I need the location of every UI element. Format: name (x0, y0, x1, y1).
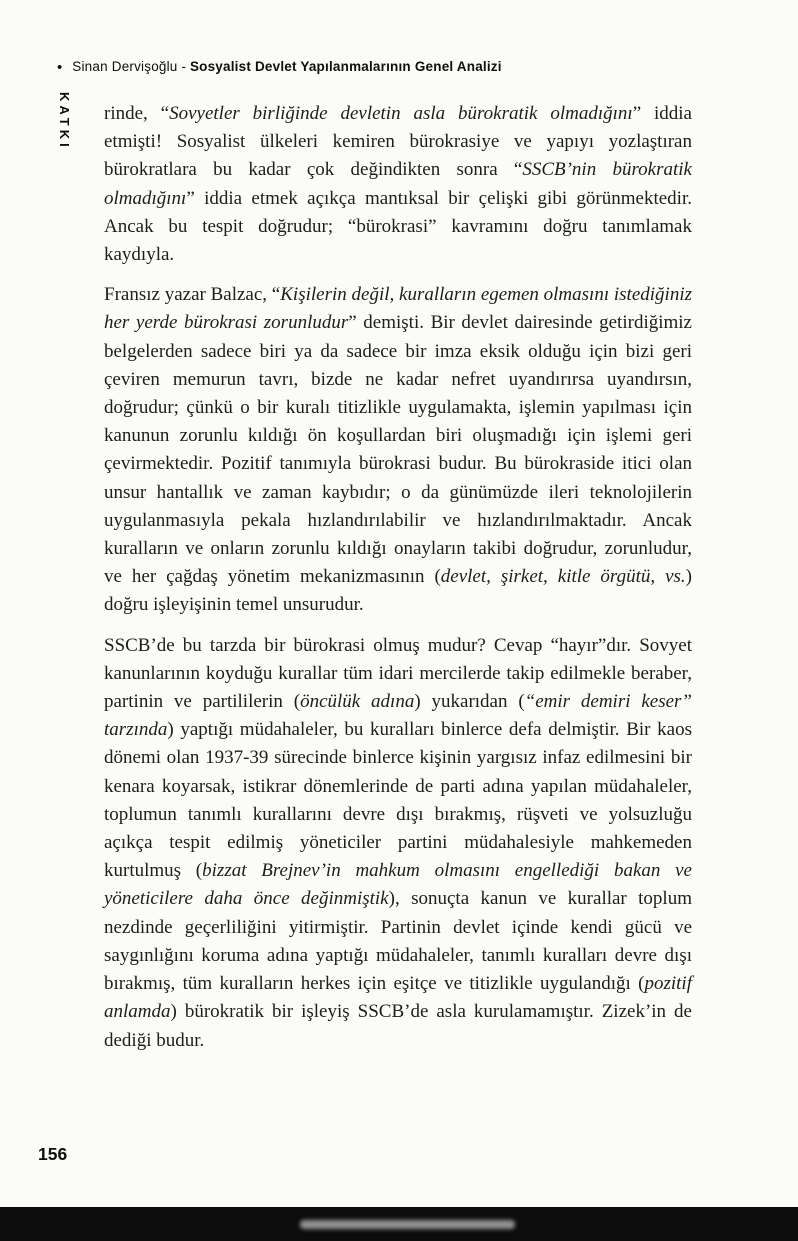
paragraph (104, 632, 692, 1055)
text-run: rinde, “ (104, 103, 170, 124)
text-run: ” iddia etmişti! Sosyalist ülkeleri kemiren bürokrasiye ve yapıyı yozlaştıran bürokratlara bu kadar çok değindikten sonra “ (104, 103, 692, 181)
text-run: Fransız yazar Balzac, “ (104, 284, 281, 306)
text-run: SSCB’de bu tarzda bir bürokrasi olmuş mudur? Cevap “hayır”dır. Sovyet kanunlarının koyduğu kurallar tüm idari mercilerde takip edilmekle beraber, partinin ve partililerin ( (104, 634, 692, 713)
text-run-italic: devlet, şirket, kitle örgütü, vs. (440, 566, 686, 588)
header-title: Sosyalist Devlet Yapılanmalarının Genel Analizi (189, 59, 502, 74)
text-run-italic: Kişilerin değil, kuralların egemen olmasını istediğiniz her yerde bürokrasi zorunludur (104, 284, 692, 334)
text-run: ), sonuçta kanun ve kurallar toplum nezdinde geçerliliğini yitirmiştir. Partinin devlet içinde kendi gücü ve saygınlığını koruma adına yaptığı müdahaleler, tanımlı kuralları devre dışı bırakmış, tüm kuralların herkes için eşitçe ve titizlikle uygulandığı ( (104, 888, 692, 995)
text-run: ) yaptığı müdahaleler, bu kuralları binlerce defa delmiştir. Bir kaos dönemi olan 1937-39 sürecinde binlerce kişinin yargısız infaz edilmesini bir kenara koyarsak, istikrar dönemlerinde de parti adına yapılan müdahaleler, toplumun tanımlı kurallarını devre dışı bırakmış, rüşveti ve yolsuzluğu açıkça tespit edilmiş yöneticiler partini müdahalesiyle mahkemeden kurtulmuş ( (104, 719, 692, 882)
footer-watermark (300, 1220, 515, 1229)
text-run: ) yukarıdan ( (414, 691, 525, 713)
text-run-italic: “emir demiri keser” tarzında (104, 691, 692, 741)
text-run: ) bürokratik bir işleyiş SSCB’de asla kurulamamıştır. Zizek’in de dediği budur. (104, 1001, 692, 1051)
footer-bar (0, 1207, 798, 1241)
text-run-italic: öncülük adına (300, 691, 415, 713)
paragraph (104, 100, 692, 269)
text-run-italic: SSCB’nin bürokratik olmadığını (104, 159, 692, 209)
paragraph (104, 281, 692, 619)
text-run-italic: Sovyetler birliğinde devletin asla bürokratik olmadığını (169, 103, 633, 124)
header-author: Sinan Dervişoğlu - (72, 59, 187, 74)
page-number: 156 (38, 1144, 68, 1164)
text-run: ” demişti. Bir devlet dairesinde getirdiğimiz belgelerden sadece biri ya da sadece bir imza eksik olduğu için bizi geri çeviren memurun tavrı, bizde ne kadar nefret uyandırırsa uyandırsın, doğrudur; çünkü o bir kuralı titizlikle uygulamakta, işlemin yapılması için kanunun zorunlu kıldığı ön koşullardan biri oluşmadığı için işlemi geri çevirmektedir. Pozitif tanımıyla bürokrasi budur. Bu bürokraside itici olan unsur hantallık ve zaman kaybıdır; o da günümüzde ileri teknolojilerin uygulanmasıyla pekala hızlandırılabilir ve hızlandırılmaktadır. Ancak kuralların ve onların zorunlu kıldığı onayların takibi doğrudur, zorunludur, ve her çağdaş yönetim mekanizmasının ( (104, 312, 692, 588)
text-run: ” iddia etmek açıkça mantıksal bir çelişki gibi görünmektedir. Ancak bu tespit doğrudur; “bürokrasi” kavramını doğru tanımlamak kaydıyla. (104, 187, 692, 266)
text-run-italic: bizzat Brejnev’in mahkum olmasını engellediği bakan ve yöneticilere daha önce değinmiştik (104, 860, 692, 910)
bullet-icon: • (57, 59, 63, 76)
running-header (57, 59, 748, 76)
text-run: ) doğru işleyişinin temel unsurudur. (104, 566, 692, 616)
margin-label-katki: KATKI (57, 92, 72, 151)
text-run-italic: pozitif anlamda (104, 973, 692, 1023)
body-text (104, 100, 692, 1067)
